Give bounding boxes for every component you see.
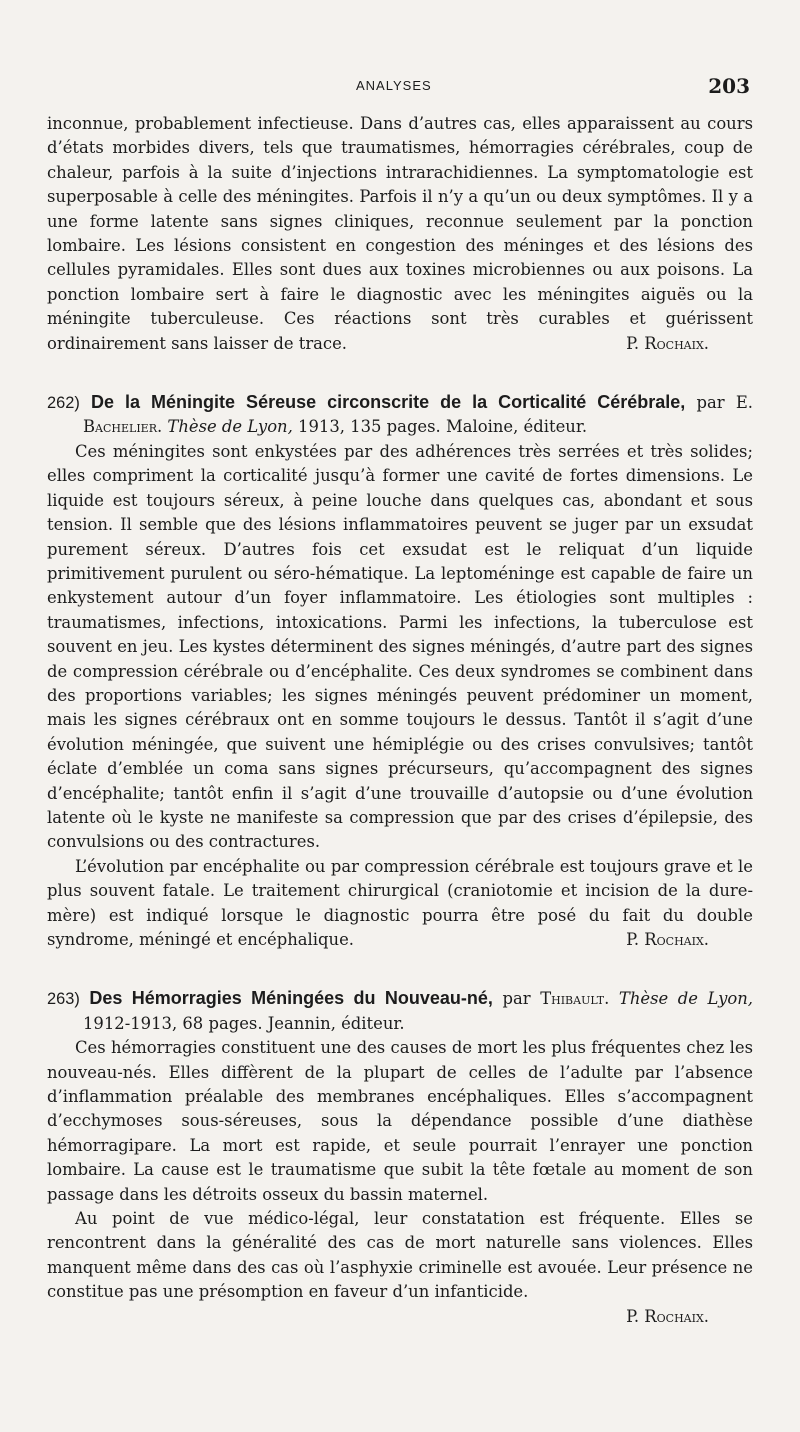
article-263-thesis: Thèse de Lyon, [618,989,754,1009]
article-263-by: par [502,989,531,1009]
article-262-number: 262) [47,394,80,413]
article-262-heading [47,390,753,440]
article-262-paragraph-1: Ces méningites sont enkystées par des adhérences très serrées et très solides; elles compriment la corticalité jusqu’à former une cavité de fortes dimensions. Le liquide est toujours séreux, à peine louche dans quelques cas, abondant et sous tension. Il semble que des lésions inflammatoires peuvent se juger par un exsudat purement séreux. D’autres fois cet exsudat est le reliquat d’un liquide primitivement purulent ou séro-hématique. La leptoméninge est capable de faire un enkystement autour d’un foyer inflammatoire. Les étiologies sont multiples : traumatismes, infections, intoxications. Parmi les infections, la tuberculose est souvent en jeu. Les kystes déterminent des signes méningés, d’autre part des signes de compression cérébrale ou d’encéphalite. Ces deux syndromes se combinent dans des proportions variables; les signes méningés peuvent prédominer un moment, mais les signes cérébraux ont en somme toujours le dessus. Tantôt il s’agit d’une évolution méningée, que suivent une hémiplégie ou des crises convulsives; tantôt éclate d’emblée un coma sans signes précurseurs, qu’accompagnent des signes d’encéphalite; tantôt enfin il s’agit d’une trouvaille d’autopsie ou d’une évolution latente où le kyste ne manifeste sa compression que par des crises d’épilepsie, des convulsions ou des contractures. [47,441,753,852]
article-263-details: 1912-1913, 68 pages. Jeannin, éditeur. [83,1013,405,1033]
article-262-signature: P. Rochaix. [626,930,709,949]
article-263-author: Thibault. [540,989,610,1009]
article-262-details: 1913, 135 pages. Maloine, éditeur. [298,417,588,437]
running-title: ANALYSES [356,78,432,93]
page-number: 203 [708,74,750,98]
article-262-thesis: Thèse de Lyon, [167,417,293,437]
article-262-title: De la Méningite Séreuse circonscrite de la Corticalité Cérébrale, [91,392,686,413]
article-263-number: 263) [47,990,80,1009]
article-263-paragraph-1: Ces hémorragies constituent une des causes de mort les plus fréquentes chez les nouveau-nés. Elles diffèrent de la plupart de celles de l’adulte par l’absence d’inflammation préalable des membranes encéphaliques. Elles s’accompagnent d’ecchymoses sous-séreuses, sous la dépendance possible d’une diathèse hémorragipare. La mort est rapide, et seule pourrait l’enrayer une ponction lombaire. La cause est le traumatisme que subit la tête fœtale au moment de son passage dans les détroits osseux du bassin maternel. [47,1038,753,1204]
article-263-paragraph-2: Au point de vue médico-légal, leur constatation est fréquente. Elles se rencontrent dans la généralité des cas de mort naturelle sans violences. Elles manquent même dans des cas où l’asphyxie criminelle est avouée. Leur présence ne constitue pas une présomption en faveur d’un infanticide. [47,1209,753,1302]
article-262 [47,390,753,952]
page-header [0,76,800,100]
article-263-title: Des Hémorragies Méningées du Nouveau-né, [89,988,493,1009]
article-262-by: par [696,393,725,413]
intro-continuation [47,112,753,356]
article-263-heading [47,986,753,1036]
article-262-author: E. Bachelier. [83,393,753,437]
article-263-signature: P. Rochaix. [626,1306,709,1326]
page-content [47,112,753,1329]
article-263 [47,986,753,1329]
intro-signature: P. Rochaix. [626,333,709,353]
intro-paragraph: inconnue, probablement infectieuse. Dans d’autres cas, elles apparaissent au cours d’états morbides divers, tels que traumatismes, hémorragies cérébrales, coup de chaleur, parfois à la suite d’injections intrarachidiennes. La symptomatologie est superposable à celle des méningites. Parfois il n’y a qu’un ou deux symptômes. Il y a une forme latente sans signes cliniques, reconnue seulement par la ponction lombaire. Les lésions consistent en congestion des méninges et des lésions des cellules pyramidales. Elles sont dues aux toxines microbiennes ou aux poisons. La ponction lombaire sert à faire le diagnostic avec les méningites aiguës ou la méningite tuberculeuse. Ces réactions sont très curables et guérissent ordinairement sans laisser de trace. [47,114,753,353]
article-262-paragraph-2: L’évolution par encéphalite ou par compression cérébrale est toujours grave et le plus souvent fatale. Le traitement chirurgical (craniotomie et incision de la dure-mère) est indiqué lorsque le diagnostic pourra être posé du fait du double syndrome, méningé et encéphalique. [47,856,753,949]
